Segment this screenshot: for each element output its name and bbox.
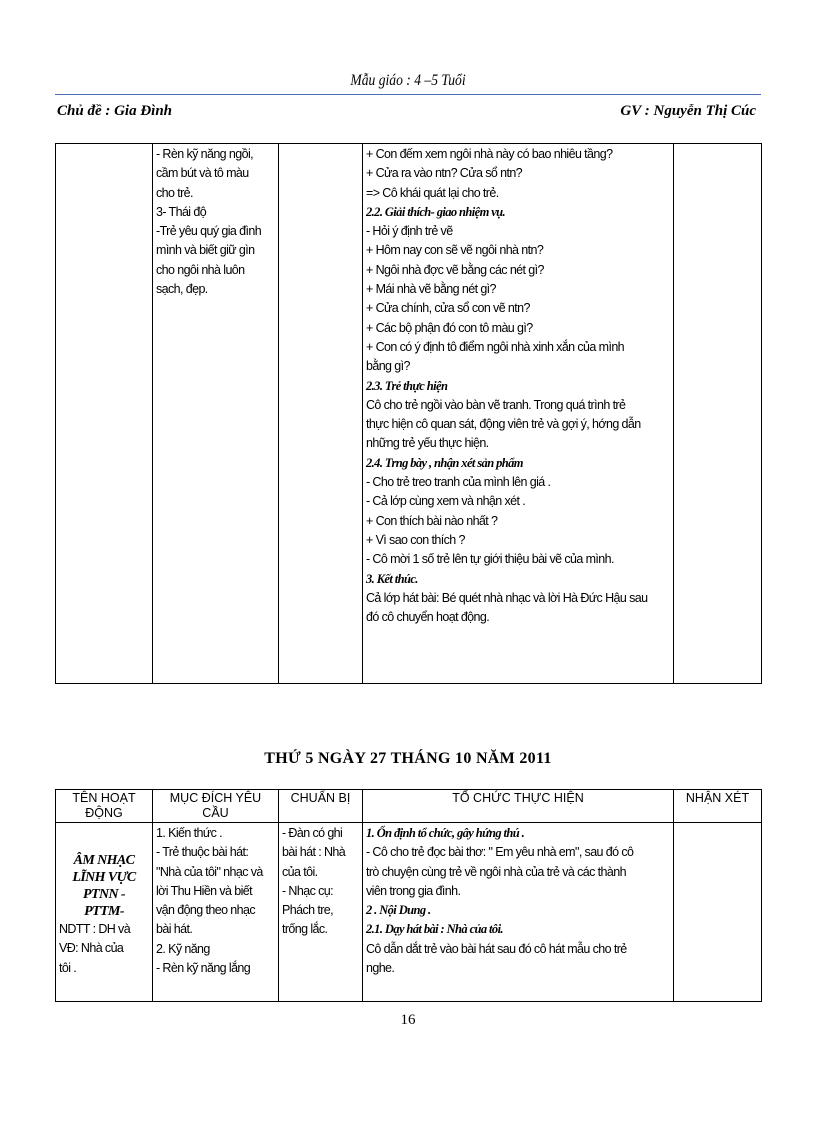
header-preparation: CHUẨN BỊ [279,790,363,823]
topic-label: Chủ đề : Gia Đình [57,103,173,119]
procedure-line: => Cô khái quát lại cho trẻ. [366,185,499,200]
procedure-line: thực hiện cô quan sát, động viên trẻ và gợi ý, hớng dẫn [366,417,641,432]
activity-title-line: PTNN - [83,887,125,902]
lesson-table-continued [55,143,762,684]
procedure-line: 2.3. Trẻ thực hiện [366,378,448,393]
objective-line: lời Thu Hiền và biết [156,883,253,898]
procedure-cell [363,144,674,684]
objective-line: - Rèn kỹ năng ngồi, [156,147,253,161]
activity-name-cell [56,144,153,684]
procedure-line: - Hỏi ý định trẻ vẽ [366,224,453,239]
preparation-line: - Đàn có ghi [282,826,343,840]
procedure-line: 2.4. Trng bày , nhận xét sản phẩm [366,455,523,470]
procedure-cell [363,823,674,1002]
procedure-line: + Con thích bài nào nhất ? [366,513,498,528]
procedure-line: Cô cho trẻ ngồi vào bàn vẽ tranh. Trong quá trình trẻ [366,397,626,412]
objective-line: "Nhà của tôi" nhạc và [156,864,263,879]
procedure-line: 2 . Nội Dung . [366,903,431,918]
procedure-line: 1. Ổn định tổ chức, gây hứng thú . [366,826,525,840]
objective-line: 1. Kiến thức . [156,826,222,840]
procedure-line: 2.1. Dạy hát bài : Nhà của tôi. [366,922,503,937]
activity-content-line: NDTT : DH và [59,922,131,936]
procedure-line: + Vì sao con thích ? [366,532,465,547]
preparation-cell [279,144,363,684]
teacher-label: GV : Nguyễn Thị Cúc [620,103,756,119]
procedure-line: + Hôm nay con sẽ vẽ ngôi nhà ntn? [366,243,544,258]
header-activity: TÊN HOẠT ĐỘNG [56,790,153,823]
header-procedure: TỔ CHỨC THỰC HIỆN [363,790,674,823]
objective-line: - Trẻ thuộc bài hát: [156,845,249,860]
preparation-line: của tôi. [282,864,318,879]
lesson-table [55,789,762,1002]
preparation-line: trống lắc. [282,922,328,937]
objectives-cell [153,144,279,684]
objective-line: cầm bút và tô màu [156,166,249,181]
activity-content-line: VĐ: Nhà của [59,941,124,956]
procedure-line: những trẻ yếu thực hiện. [366,436,489,451]
objective-line: mình và biết giữ gìn [156,243,255,258]
procedure-line: + Con có ý định tô điểm ngôi nhà xinh xắn của mình [366,339,625,354]
preparation-line: - Nhạc cụ: [282,883,333,898]
objective-line: sạch, đẹp. [156,282,208,297]
preparation-line: bài hát : Nhà [282,845,346,860]
objective-line: - Rèn kỹ năng lắng [156,961,251,976]
activity-title-line: LĨNH VỰC [72,870,136,885]
objective-line: 2. Kỹ năng [156,941,210,956]
objective-line: cho trẻ. [156,185,193,200]
objective-line: 3- Thái độ [156,204,207,219]
header-objectives: MỤC ĐÍCH YÊU CẦU [153,790,279,823]
objective-line: vận động theo nhạc [156,903,256,918]
page-number: 16 [400,1012,416,1028]
procedure-line: - Cả lớp cùng xem và nhận xét . [366,494,526,509]
document-subtitle: Mẫu giáo : 4 –5 Tuổi [350,72,466,89]
activity-title-line: PTTM- [84,904,124,919]
procedure-line: nghe. [366,961,395,976]
procedure-line: + Ngôi nhà đợc vẽ bằng các nét gì? [366,262,544,277]
remarks-cell [674,823,762,1002]
procedure-line: + Mái nhà vẽ bằng nét gì? [366,282,496,297]
procedure-line: + Cửa chính, cửa sổ con vẽ ntn? [366,301,530,316]
procedure-line: + Các bộ phận đó con tô màu gì? [366,320,533,335]
procedure-line: viên trong gia đình. [366,883,461,898]
procedure-line: trò chuyện cùng trẻ về ngôi nhà của trẻ và các thành [366,864,626,879]
procedure-line: Cô dẫn dắt trẻ vào bài hát sau đó cô hát mẫu cho trẻ [366,941,627,956]
procedure-line: 2.2. Giải thích- giao nhiệm vụ. [366,204,506,219]
objective-line: cho ngôi nhà luôn [156,262,245,277]
procedure-line: + Cửa ra vào ntn? Cửa sổ ntn? [366,166,523,181]
procedure-line: - Cho trẻ treo tranh của mình lên giá . [366,475,551,490]
procedure-line: 3. Kết thúc. [366,571,418,586]
activity-title-line: ÂM NHẠC [73,853,135,868]
procedure-line: Cả lớp hát bài: Bé quét nhà nhạc và lời Hà Đức Hậu sau [366,590,648,605]
objective-line: bài hát. [156,922,193,937]
activity-name-cell [56,823,153,1002]
objective-line: -Trẻ yêu quý gia đình [156,224,262,239]
header-remarks: NHẬN XÉT [674,790,762,823]
remarks-cell [674,144,762,684]
procedure-line: đó cô chuyển hoạt động. [366,610,490,625]
activity-content-line: tôi . [59,960,77,975]
preparation-line: Phách tre, [282,903,333,918]
day-title: THỨ 5 NGÀY 27 THÁNG 10 NĂM 2011 [264,750,552,767]
procedure-line: + Con đếm xem ngôi nhà này có bao nhiêu tầng? [366,147,613,161]
procedure-line: - Cô mời 1 số trẻ lên tự giới thiệu bài vẽ của mình. [366,552,614,567]
preparation-cell [279,823,363,1002]
header-divider [55,94,761,95]
procedure-line: - Cô cho trẻ đọc bài thơ: " Em yêu nhà em", sau đó cô [366,845,634,860]
procedure-line: bằng gì? [366,359,410,374]
objectives-cell [153,823,279,1002]
